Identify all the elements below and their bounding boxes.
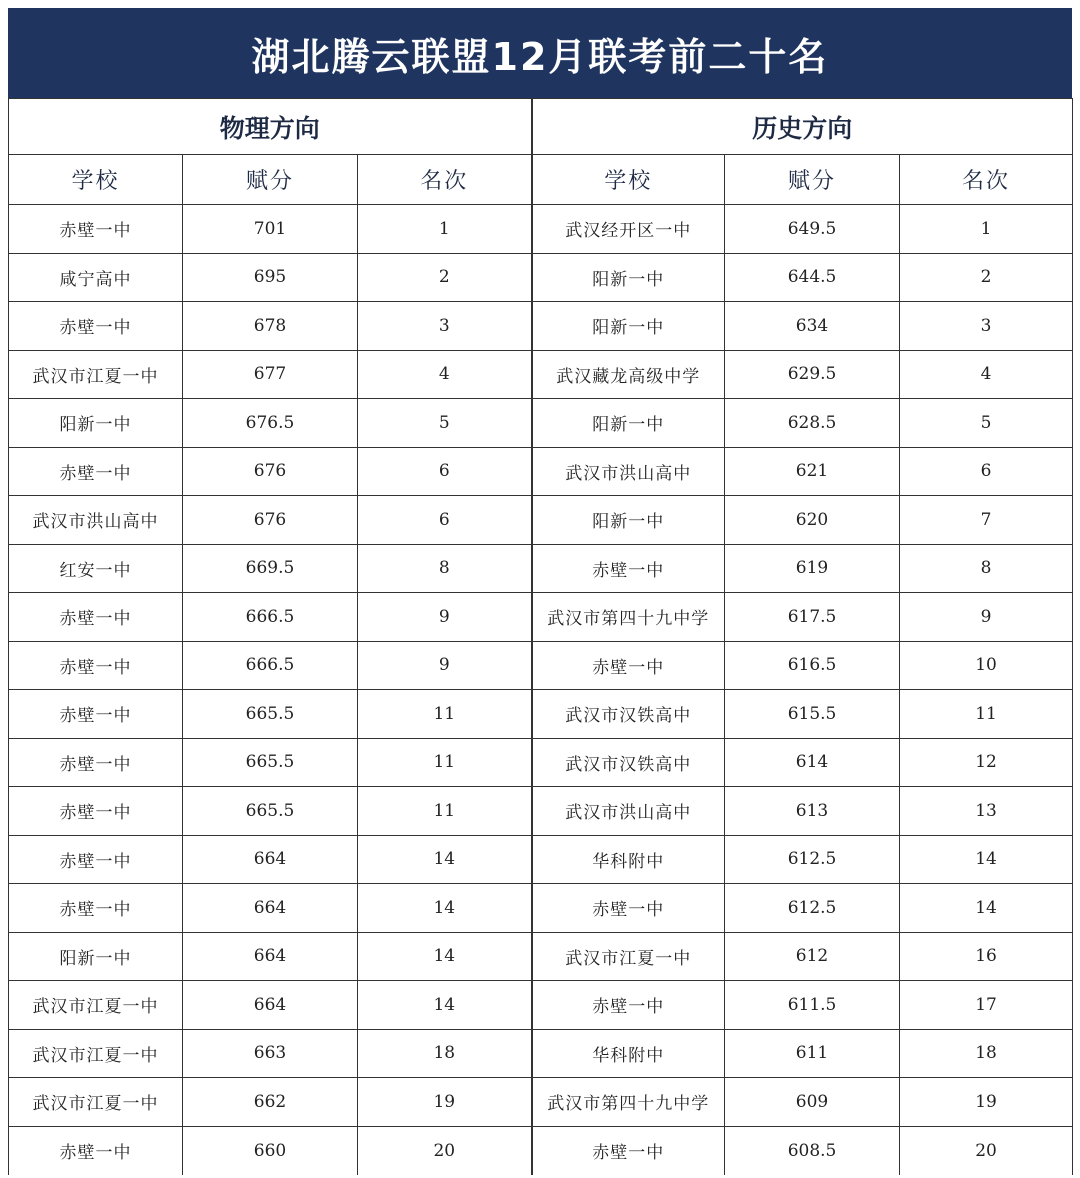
history-score-cell: 634: [725, 302, 900, 351]
history-score-cell: 611: [725, 1029, 900, 1078]
physics-score-cell: 665.5: [183, 787, 358, 836]
physics-rank-cell: 8: [358, 544, 532, 593]
ranking-table: [8, 98, 1073, 1175]
history-school-cell: 赤壁一中: [532, 981, 725, 1030]
history-school-cell: 阳新一中: [532, 399, 725, 448]
history-school-cell: 武汉藏龙高级中学: [532, 350, 725, 399]
history-rank-cell: 5: [900, 399, 1073, 448]
physics-rank-cell: 4: [358, 350, 532, 399]
table-row: [9, 544, 1073, 593]
physics-rank-cell: 6: [358, 496, 532, 545]
physics-school-cell: 赤壁一中: [9, 205, 183, 254]
history-rank-cell: 3: [900, 302, 1073, 351]
table-row: [9, 253, 1073, 302]
table-row: [9, 641, 1073, 690]
history-school-cell: 武汉经开区一中: [532, 205, 725, 254]
physics-score-cell: 666.5: [183, 593, 358, 642]
physics-score-cell: 662: [183, 1078, 358, 1127]
physics-rank-cell: 5: [358, 399, 532, 448]
physics-rank-cell: 6: [358, 447, 532, 496]
table-row: [9, 1029, 1073, 1078]
history-score-cell: 611.5: [725, 981, 900, 1030]
physics-rank-cell: 20: [358, 1126, 532, 1175]
history-score-cell: 612.5: [725, 884, 900, 933]
physics-rank-cell: 3: [358, 302, 532, 351]
physics-school-cell: 阳新一中: [9, 932, 183, 981]
history-score-cell: 616.5: [725, 641, 900, 690]
physics-score-cell: 676: [183, 447, 358, 496]
table-row: [9, 690, 1073, 739]
history-school-cell: 赤壁一中: [532, 1126, 725, 1175]
history-score-cell: 628.5: [725, 399, 900, 448]
history-school-cell: 华科附中: [532, 835, 725, 884]
history-score-cell: 614: [725, 738, 900, 787]
physics-rank-cell: 19: [358, 1078, 532, 1127]
physics-rank-cell: 18: [358, 1029, 532, 1078]
history-school-cell: 武汉市第四十九中学: [532, 593, 725, 642]
physics-score-cell: 678: [183, 302, 358, 351]
history-rank-cell: 12: [900, 738, 1073, 787]
table-row: [9, 399, 1073, 448]
physics-school-cell: 红安一中: [9, 544, 183, 593]
physics-score-cell: 664: [183, 884, 358, 933]
physics-score-cell: 669.5: [183, 544, 358, 593]
history-school-cell: 赤壁一中: [532, 641, 725, 690]
table-row: [9, 350, 1073, 399]
physics-school-cell: 赤壁一中: [9, 787, 183, 836]
page-title: 湖北腾云联盟12月联考前二十名: [251, 34, 829, 79]
physics-rank-cell: 11: [358, 738, 532, 787]
table-row: [9, 932, 1073, 981]
history-rank-cell: 9: [900, 593, 1073, 642]
history-school-cell: 武汉市洪山高中: [532, 447, 725, 496]
physics-school-cell: 赤壁一中: [9, 302, 183, 351]
physics-school-cell: 赤壁一中: [9, 593, 183, 642]
history-rank-cell: 19: [900, 1078, 1073, 1127]
history-rank-cell: 20: [900, 1126, 1073, 1175]
history-school-cell: 武汉市洪山高中: [532, 787, 725, 836]
table-row: [9, 302, 1073, 351]
history-rank-cell: 6: [900, 447, 1073, 496]
history-score-cell: 619: [725, 544, 900, 593]
history-school-cell: 阳新一中: [532, 496, 725, 545]
table-row: [9, 205, 1073, 254]
history-rank-cell: 14: [900, 835, 1073, 884]
physics-school-cell: 武汉市江夏一中: [9, 1029, 183, 1078]
history-school-cell: 赤壁一中: [532, 544, 725, 593]
physics-rank-cell: 14: [358, 932, 532, 981]
physics-rank-cell: 2: [358, 253, 532, 302]
history-score-cell: 629.5: [725, 350, 900, 399]
table-row: [9, 738, 1073, 787]
physics-score-cell: 664: [183, 932, 358, 981]
history-rank-cell: 11: [900, 690, 1073, 739]
history-section-header: 历史方向: [532, 99, 1073, 155]
table-row: [9, 447, 1073, 496]
history-rank-cell: 18: [900, 1029, 1073, 1078]
history-rank-cell: 17: [900, 981, 1073, 1030]
history-score-header: 赋分: [725, 155, 900, 205]
history-score-cell: 613: [725, 787, 900, 836]
table-row: [9, 593, 1073, 642]
table-row: [9, 981, 1073, 1030]
history-score-cell: 621: [725, 447, 900, 496]
table-row: [9, 496, 1073, 545]
history-school-cell: 武汉市汉铁高中: [532, 738, 725, 787]
physics-rank-cell: 14: [358, 981, 532, 1030]
table-row: [9, 1126, 1073, 1175]
history-school-cell: 武汉市第四十九中学: [532, 1078, 725, 1127]
physics-school-cell: 武汉市江夏一中: [9, 1078, 183, 1127]
history-score-cell: 617.5: [725, 593, 900, 642]
physics-school-cell: 赤壁一中: [9, 447, 183, 496]
history-rank-cell: 1: [900, 205, 1073, 254]
ranking-body: [9, 205, 1073, 1175]
history-rank-cell: 10: [900, 641, 1073, 690]
history-score-cell: 615.5: [725, 690, 900, 739]
table-row: [9, 884, 1073, 933]
physics-rank-cell: 9: [358, 593, 532, 642]
physics-score-cell: 666.5: [183, 641, 358, 690]
physics-school-cell: 赤壁一中: [9, 641, 183, 690]
history-school-cell: 武汉市汉铁高中: [532, 690, 725, 739]
history-score-cell: 612: [725, 932, 900, 981]
physics-section-header: 物理方向: [9, 99, 532, 155]
physics-rank-cell: 11: [358, 690, 532, 739]
physics-school-cell: 赤壁一中: [9, 835, 183, 884]
physics-rank-cell: 11: [358, 787, 532, 836]
history-score-cell: 609: [725, 1078, 900, 1127]
physics-school-cell: 武汉市江夏一中: [9, 981, 183, 1030]
physics-score-cell: 701: [183, 205, 358, 254]
table-row: [9, 1078, 1073, 1127]
history-score-cell: 612.5: [725, 835, 900, 884]
physics-score-header: 赋分: [183, 155, 358, 205]
history-score-cell: 608.5: [725, 1126, 900, 1175]
physics-rank-cell: 14: [358, 835, 532, 884]
history-school-cell: 华科附中: [532, 1029, 725, 1078]
history-school-cell: 武汉市江夏一中: [532, 932, 725, 981]
physics-school-cell: 咸宁高中: [9, 253, 183, 302]
history-rank-cell: 16: [900, 932, 1073, 981]
physics-rank-header: 名次: [358, 155, 532, 205]
physics-score-cell: 695: [183, 253, 358, 302]
physics-score-cell: 676.5: [183, 399, 358, 448]
physics-rank-cell: 1: [358, 205, 532, 254]
physics-school-cell: 赤壁一中: [9, 690, 183, 739]
history-rank-cell: 14: [900, 884, 1073, 933]
physics-school-cell: 赤壁一中: [9, 884, 183, 933]
history-school-cell: 赤壁一中: [532, 884, 725, 933]
physics-school-cell: 武汉市江夏一中: [9, 350, 183, 399]
table-row: [9, 835, 1073, 884]
physics-school-header: 学校: [9, 155, 183, 205]
table-row: [9, 787, 1073, 836]
history-rank-header: 名次: [900, 155, 1073, 205]
section-header-row: [9, 99, 1073, 155]
physics-rank-cell: 9: [358, 641, 532, 690]
history-school-cell: 阳新一中: [532, 302, 725, 351]
history-rank-cell: 2: [900, 253, 1073, 302]
history-rank-cell: 4: [900, 350, 1073, 399]
history-school-cell: 阳新一中: [532, 253, 725, 302]
history-score-cell: 644.5: [725, 253, 900, 302]
history-score-cell: 620: [725, 496, 900, 545]
physics-score-cell: 663: [183, 1029, 358, 1078]
history-rank-cell: 7: [900, 496, 1073, 545]
physics-score-cell: 677: [183, 350, 358, 399]
physics-rank-cell: 14: [358, 884, 532, 933]
physics-school-cell: 武汉市洪山高中: [9, 496, 183, 545]
physics-school-cell: 阳新一中: [9, 399, 183, 448]
column-header-row: [9, 155, 1073, 205]
physics-score-cell: 664: [183, 835, 358, 884]
physics-score-cell: 676: [183, 496, 358, 545]
physics-score-cell: 665.5: [183, 738, 358, 787]
history-rank-cell: 13: [900, 787, 1073, 836]
physics-school-cell: 赤壁一中: [9, 738, 183, 787]
history-rank-cell: 8: [900, 544, 1073, 593]
physics-score-cell: 664: [183, 981, 358, 1030]
history-school-header: 学校: [532, 155, 725, 205]
history-score-cell: 649.5: [725, 205, 900, 254]
physics-score-cell: 660: [183, 1126, 358, 1175]
title-banner: [8, 8, 1072, 98]
physics-score-cell: 665.5: [183, 690, 358, 739]
physics-school-cell: 赤壁一中: [9, 1126, 183, 1175]
